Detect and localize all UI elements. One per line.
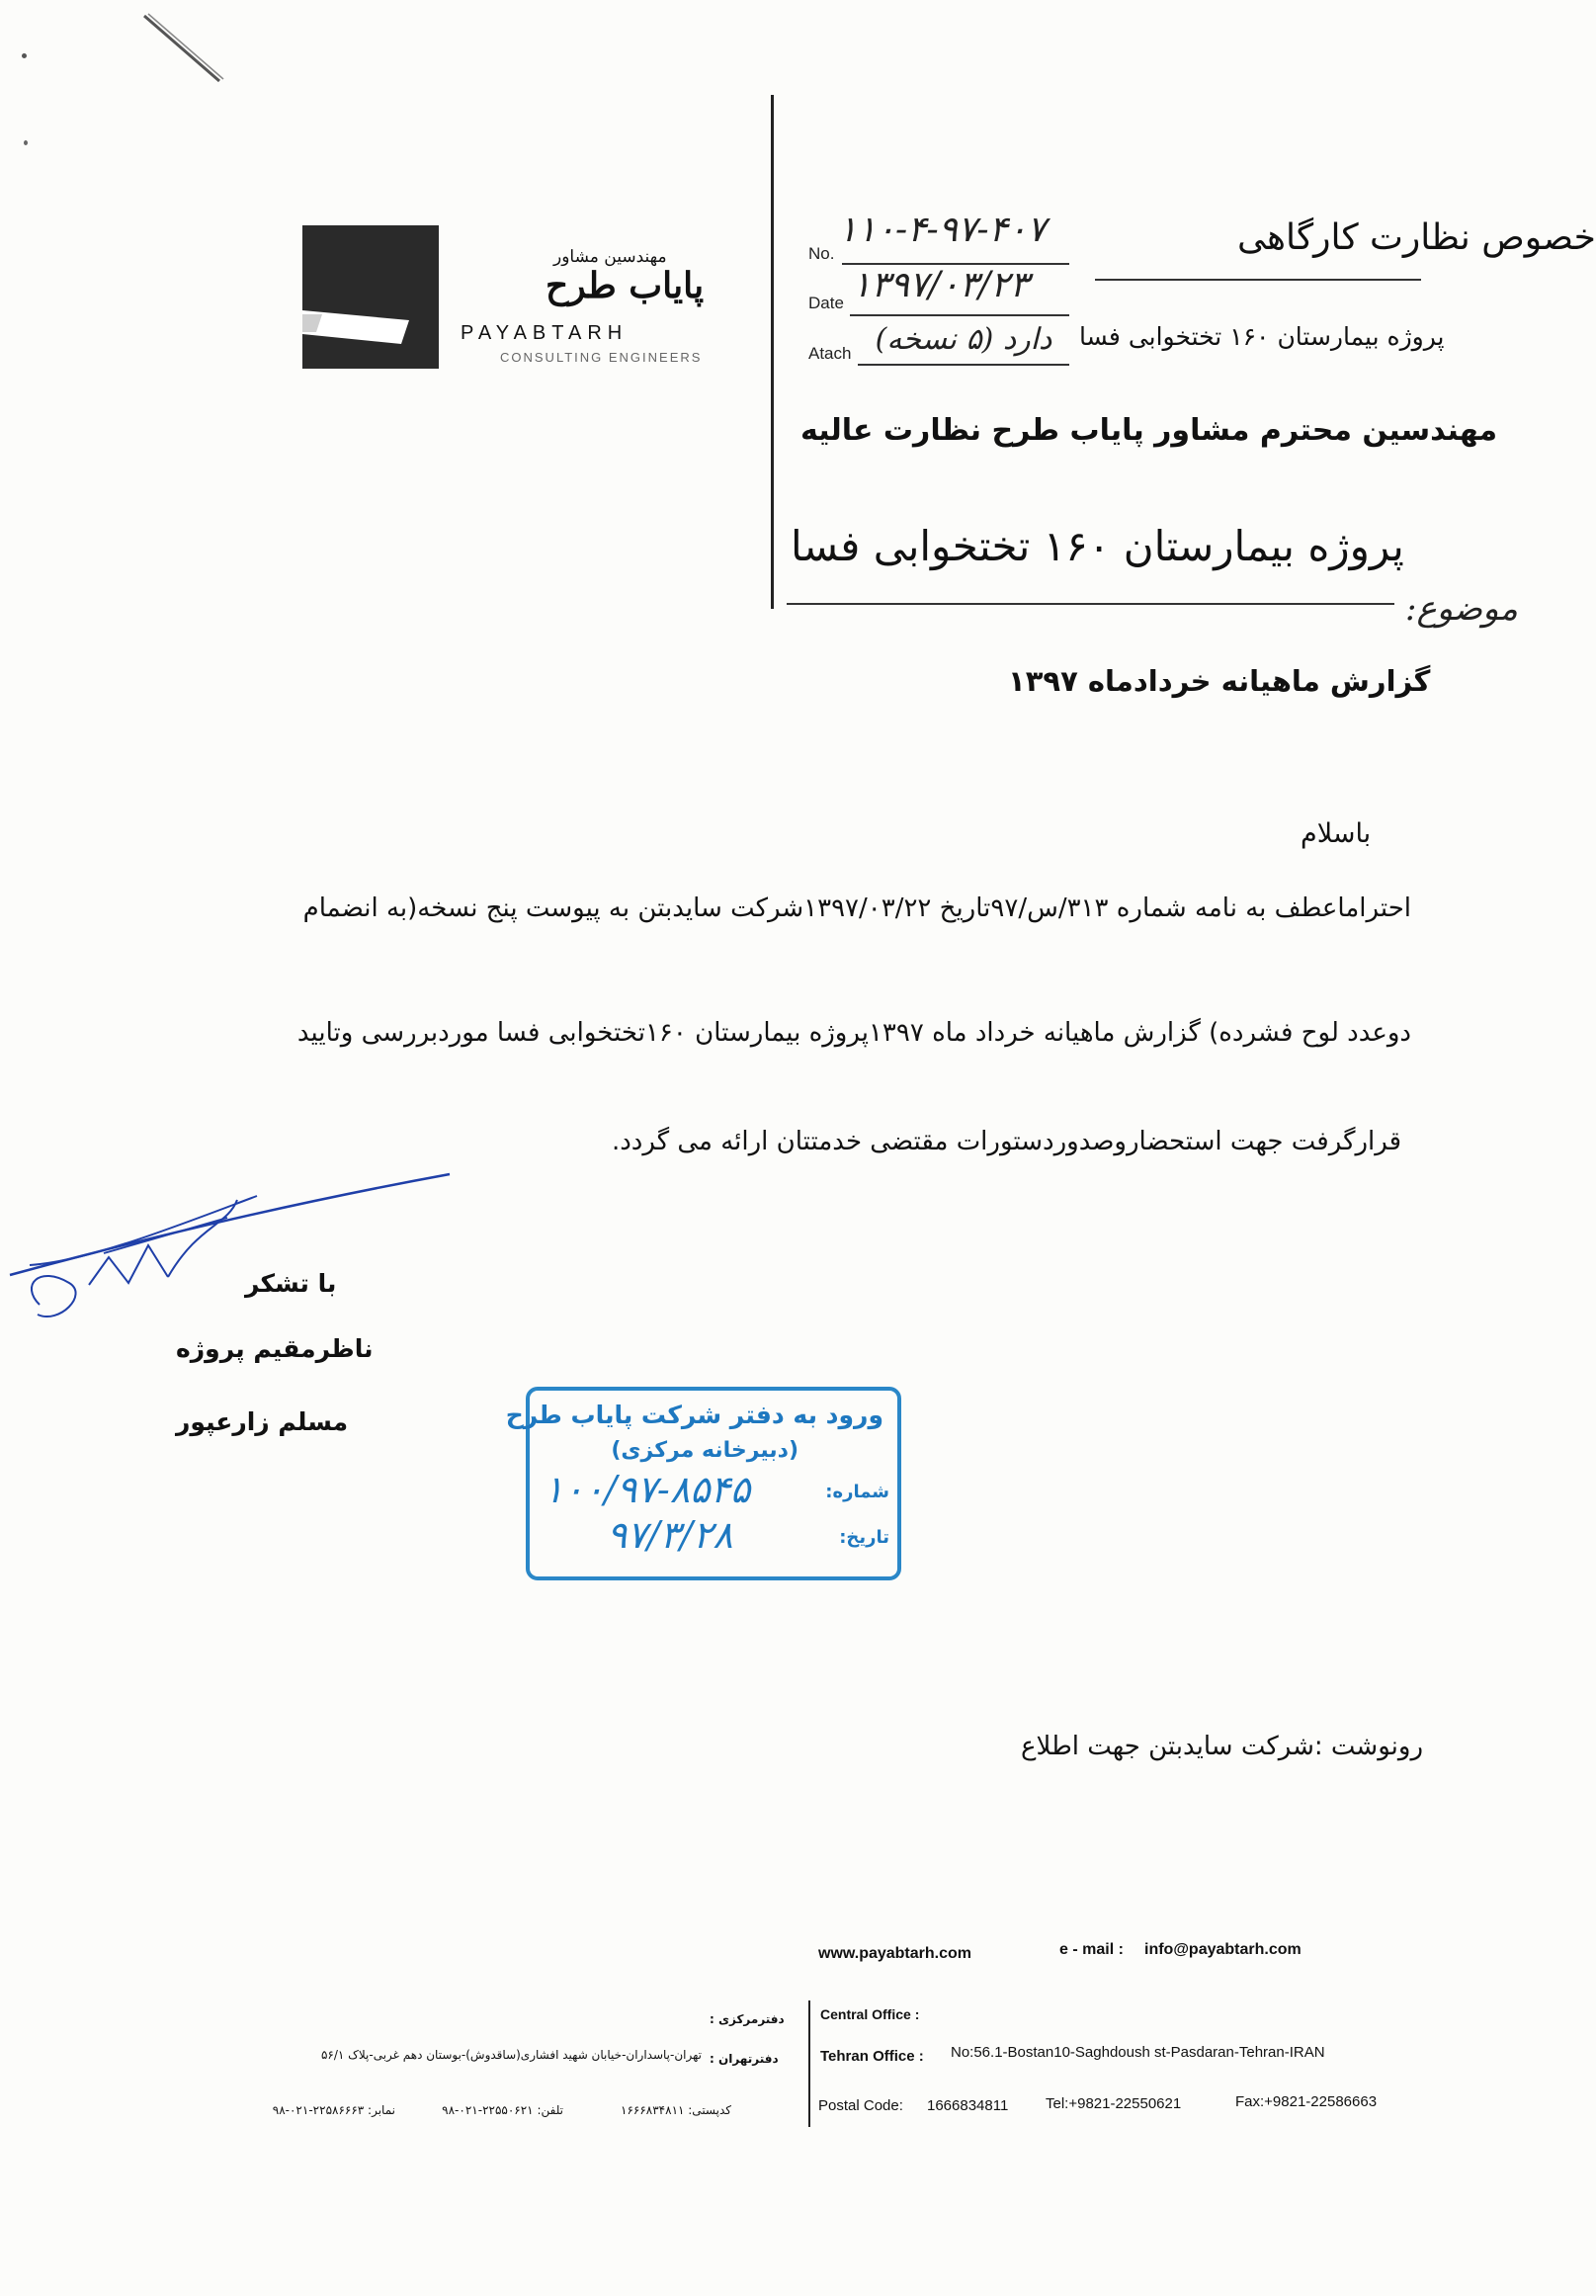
stamp-date-label: تاریخ: [839,1527,889,1548]
attachments-value: دارد (۵ نسخه) [875,322,1052,357]
fa-central-label: دفترمرکزی : [710,2012,785,2026]
pencil-mark [138,10,227,89]
tehran-office-label: Tehran Office : [820,2048,924,2065]
date-label: Date [808,294,844,312]
letter-date: ۱۳۹۷/۰۳/۲۳ [852,265,1029,305]
subject: گزارش ماهیانه خردادماه ۱۳۹۷ [1008,664,1431,698]
date-underline [850,314,1069,316]
atach-underline [858,364,1069,366]
project-title: پروژه بیمارستان ۱۶۰ تختخوابی فسا [791,522,1404,570]
project-underline [787,603,1394,605]
company-logo [302,225,439,369]
logo-mark-icon [302,225,439,369]
fa-tehran-label: دفترتهران : [710,2052,779,2066]
logo-english-subtitle: CONSULTING ENGINEERS [500,350,703,365]
stamp-number: ۱۰۰/۹۷-۸۵۴۵ [544,1468,751,1511]
central-office-label: Central Office : [820,2006,920,2022]
logo-persian-subtitle: مهندسین مشاور [553,247,667,267]
header-divider [771,95,774,609]
postal-label: Postal Code: [818,2097,903,2114]
subject-label: موضوع: [1405,589,1518,629]
signer-title: ناظرمقیم پروژه [176,1334,374,1363]
logo-english-name: PAYABTARH [461,322,629,344]
fax: Fax:+9821-22586663 [1235,2093,1378,2110]
stamp-date: ۹۷/۳/۲۸ [607,1513,733,1557]
postal-code: 1666834811 [927,2097,1009,2114]
carbon-copy: رونوشت :شرکت سایدبتن جهت اطلاع [1021,1732,1423,1761]
fa-tel: تلفن: ۲۲۵۵۰۶۲۱-۰۲۱-۹۸ [442,2103,563,2117]
receipt-stamp [505,1387,901,1580]
atach-label: Atach [808,344,852,363]
body-line-2: دوعدد لوح فشرده) گزارش ماهیانه خرداد ماه ۱۳۹۷پروژه بیمارستان ۱۶۰تختخوابی فسا موردبررسی وتایید [296,1018,1411,1048]
header-title-fragment: خصوص نظارت کارگاهی [1237,217,1596,258]
fa-address: تهران-پاسداران-خیابان شهید افشاری(ساقدوش)-بوستان دهم غربی-پلاک ۵۶/۱ [320,2048,702,2062]
stamp-line-2: (دبیرخانه مرکزی) [611,1438,798,1463]
header-project-line: پروژه بیمارستان ۱۶۰ تختخوابی فسا [1079,322,1445,351]
greeting: باسلام [1301,818,1372,849]
tehran-address: No:56.1-Bostan10-Saghdoush st-Pasdaran-Tehran-IRAN [951,2044,1325,2061]
stamp-number-label: شماره: [825,1482,889,1502]
footer-divider [808,2000,810,2127]
scan-speck [22,53,27,58]
recipient: مهندسین محترم مشاور پایاب طرح نظارت عالیه [800,413,1498,448]
body-line-1: احتراماعطف به نامه شماره ۳۱۳/س/۹۷تاریخ ۱۳۹۷/۰۳/۲۲شرکت سایدبتن به پیوست پنج نسخه(به انضمام [302,893,1411,923]
tel: Tel:+9821-22550621 [1046,2095,1182,2112]
closing: با تشکر [245,1269,337,1298]
fa-postal: کدپستی: ۱۶۶۶۸۳۴۸۱۱ [621,2103,731,2117]
body-line-3: قرارگرفت جهت استحضاروصدوردستورات مقتضی خدمتتان ارائه می گردد. [611,1127,1401,1156]
header-title-underline [1095,279,1421,281]
footer-email-label: e - mail : [1059,1941,1124,1958]
no-label: No. [808,244,835,263]
footer-email[interactable]: info@payabtarh.com [1144,1941,1302,1958]
footer-website[interactable]: www.payabtarh.com [818,1945,971,1962]
signer-name: مسلم زارعپور [176,1407,349,1436]
logo-persian-name: پایاب طرح [546,265,705,306]
stamp-line-1: ورود به دفتر شرکت پایاب طرح [505,1401,883,1429]
scan-speck [24,140,28,145]
reference-number: ۱۱۰-۴-۹۷-۴۰۷ [838,210,1047,250]
fa-fax: نمابر: ۲۲۵۸۶۶۶۳-۰۲۱-۹۸ [272,2103,395,2117]
